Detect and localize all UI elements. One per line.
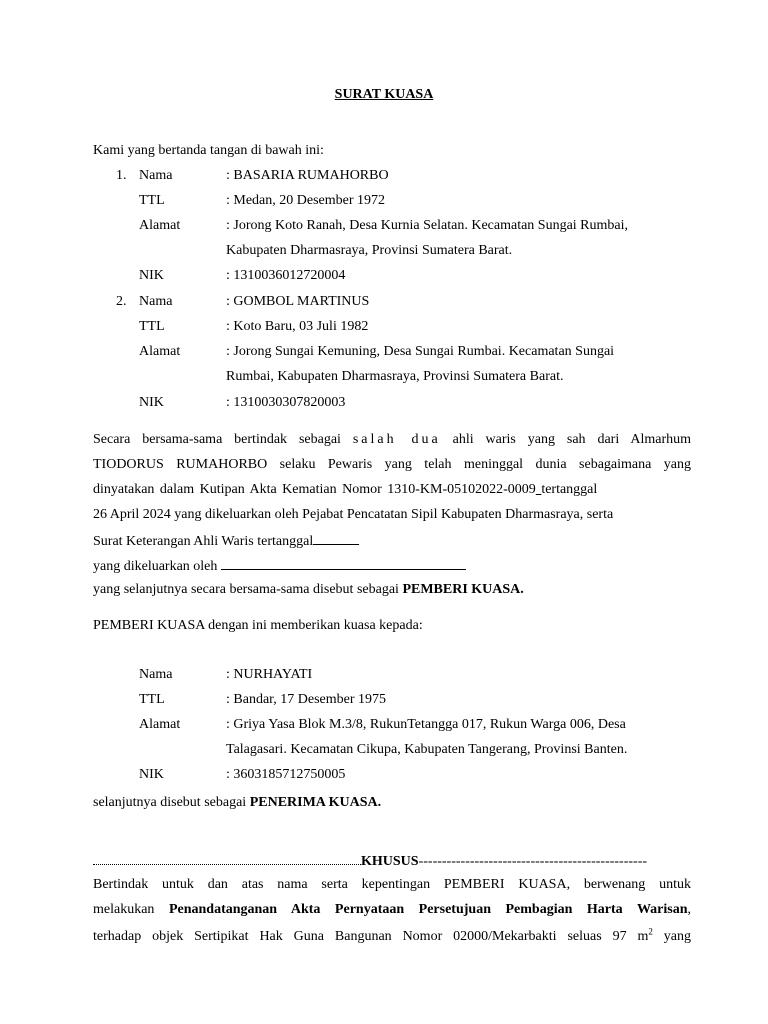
para1-line-1-a: Secara bersama-sama bertindak sebagai (93, 432, 341, 447)
para3-line-3 (93, 926, 691, 945)
para1-line-1-b: ahli waris yang sah dari Almarhum (452, 432, 691, 447)
para1-line-5 (93, 532, 359, 550)
recipient-nik-value: : 3603185712750005 (226, 767, 346, 782)
penerima-line-a: selanjutnya disebut sebagai (93, 795, 247, 810)
para1-line-7-a: yang selanjutnya secara bersama-sama disebut sebagai (93, 582, 399, 597)
recipient-ttl-label: TTL (139, 692, 165, 707)
party-1-alamat-label: Alamat (139, 218, 181, 233)
party-1-ttl-label: TTL (139, 193, 165, 208)
party-1-nama-value: : BASARIA RUMAHORBO (226, 168, 389, 183)
party-2-ttl-value: : Koto Baru, 03 Juli 1982 (226, 319, 369, 334)
issuer-blank-line (221, 557, 466, 570)
para2-text: PEMBERI KUASA dengan ini memberikan kuasa kepada: (93, 618, 423, 633)
para3-line-2-a: melakukan (93, 902, 155, 917)
date-blank-line (313, 532, 359, 545)
recipient-nama-label: Nama (139, 667, 173, 682)
recipient-ttl-value: : Bandar, 17 Desember 1975 (226, 692, 387, 707)
para3-line-3-a: terhadap objek Sertipikat Hak Guna Bangunan Nomor 02000/Mekarbakti seluas 97 m (93, 929, 649, 944)
para1-line-1-spaced: salah dua (352, 432, 441, 447)
party-2-alamat-label: Alamat (139, 344, 181, 359)
party-1-ttl-value: : Medan, 20 Desember 1972 (226, 193, 386, 208)
party-2-number: 2. (116, 294, 127, 309)
para3-line-2-c: , (687, 902, 692, 917)
party-1-nik-label: NIK (139, 268, 164, 283)
para1-line-5-text: Surat Keterangan Ahli Waris tertanggal (93, 534, 314, 549)
party-2-ttl-label: TTL (139, 319, 165, 334)
recipient-alamat-line-1: : Griya Yasa Blok M.3/8, RukunTetangga 017, Rukun Warga 006, Desa (226, 717, 626, 732)
recipient-alamat-label: Alamat (139, 717, 181, 732)
para1-line-6 (93, 557, 466, 575)
para1-line-1 (93, 432, 691, 448)
party-2-alamat-line-2: Rumbai, Kabupaten Dharmasraya, Provinsi Sumatera Barat. (226, 369, 564, 384)
khusus-heading (93, 852, 647, 870)
party-2-alamat-line-1: : Jorong Sungai Kemuning, Desa Sungai Rumbai. Kecamatan Sungai (226, 344, 615, 359)
recipient-nik-label: NIK (139, 767, 164, 782)
party-1-nama-label: Nama (139, 168, 173, 183)
party-1-alamat-line-1: : Jorong Koto Ranah, Desa Kurnia Selatan. Kecamatan Sungai Rumbai, (226, 218, 629, 233)
recipient-alamat-line-2: Talagasari. Kecamatan Cikupa, Kabupaten Tangerang, Provinsi Banten. (226, 742, 628, 757)
para1-line-3-a: dinyatakan dalam Kutipan Akta Kematian Nomor 1310-KM-05102022-0009 (93, 482, 536, 497)
penerima-line (93, 795, 381, 811)
party-2-nama-value: : GOMBOL MARTINUS (226, 294, 370, 309)
party-2-nik-label: NIK (139, 395, 164, 410)
para3-line-3-sup: 2 (648, 926, 653, 937)
pemberi-kuasa-label: PEMBERI KUASA. (402, 582, 524, 597)
party-1-number: 1. (116, 168, 127, 183)
khusus-dotted-leader (93, 852, 361, 865)
khusus-label: KHUSUS (361, 854, 419, 869)
intro-text: Kami yang bertanda tangan di bawah ini: (93, 143, 324, 158)
para3-line-3-b: yang (663, 929, 691, 944)
para3-line-2 (93, 902, 691, 918)
recipient-nama-value: : NURHAYATI (226, 667, 313, 682)
party-1-alamat-line-2: Kabupaten Dharmasraya, Provinsi Sumatera Barat. (226, 243, 513, 258)
khusus-dashes: ------------------------------------------------- (418, 854, 648, 869)
para1-line-4: 26 April 2024 yang dikeluarkan oleh Pejabat Pencatatan Sipil Kabupaten Dharmasraya, serta (93, 507, 614, 522)
para1-line-3-b: tertanggal (541, 482, 598, 497)
para1-line-3 (93, 482, 597, 498)
para3-line-1: Bertindak untuk dan atas nama serta kepentingan PEMBERI KUASA, berwenang untuk (93, 877, 691, 892)
party-1-nik-value: : 1310036012720004 (226, 268, 346, 283)
para1-line-2: TIODORUS RUMAHORBO selaku Pewaris yang telah meninggal dunia sebagaimana yang (93, 457, 691, 472)
penerima-kuasa-label: PENERIMA KUASA. (249, 795, 382, 810)
party-2-nik-value: : 1310030307820003 (226, 395, 346, 410)
para1-line-7 (93, 582, 524, 598)
para3-line-2-bold: Penandatanganan Akta Pernyataan Persetujuan Pembagian Harta Warisan (168, 902, 688, 917)
para1-line-6-text: yang dikeluarkan oleh (93, 559, 218, 574)
document-title: SURAT KUASA (334, 87, 434, 102)
party-2-nama-label: Nama (139, 294, 173, 309)
